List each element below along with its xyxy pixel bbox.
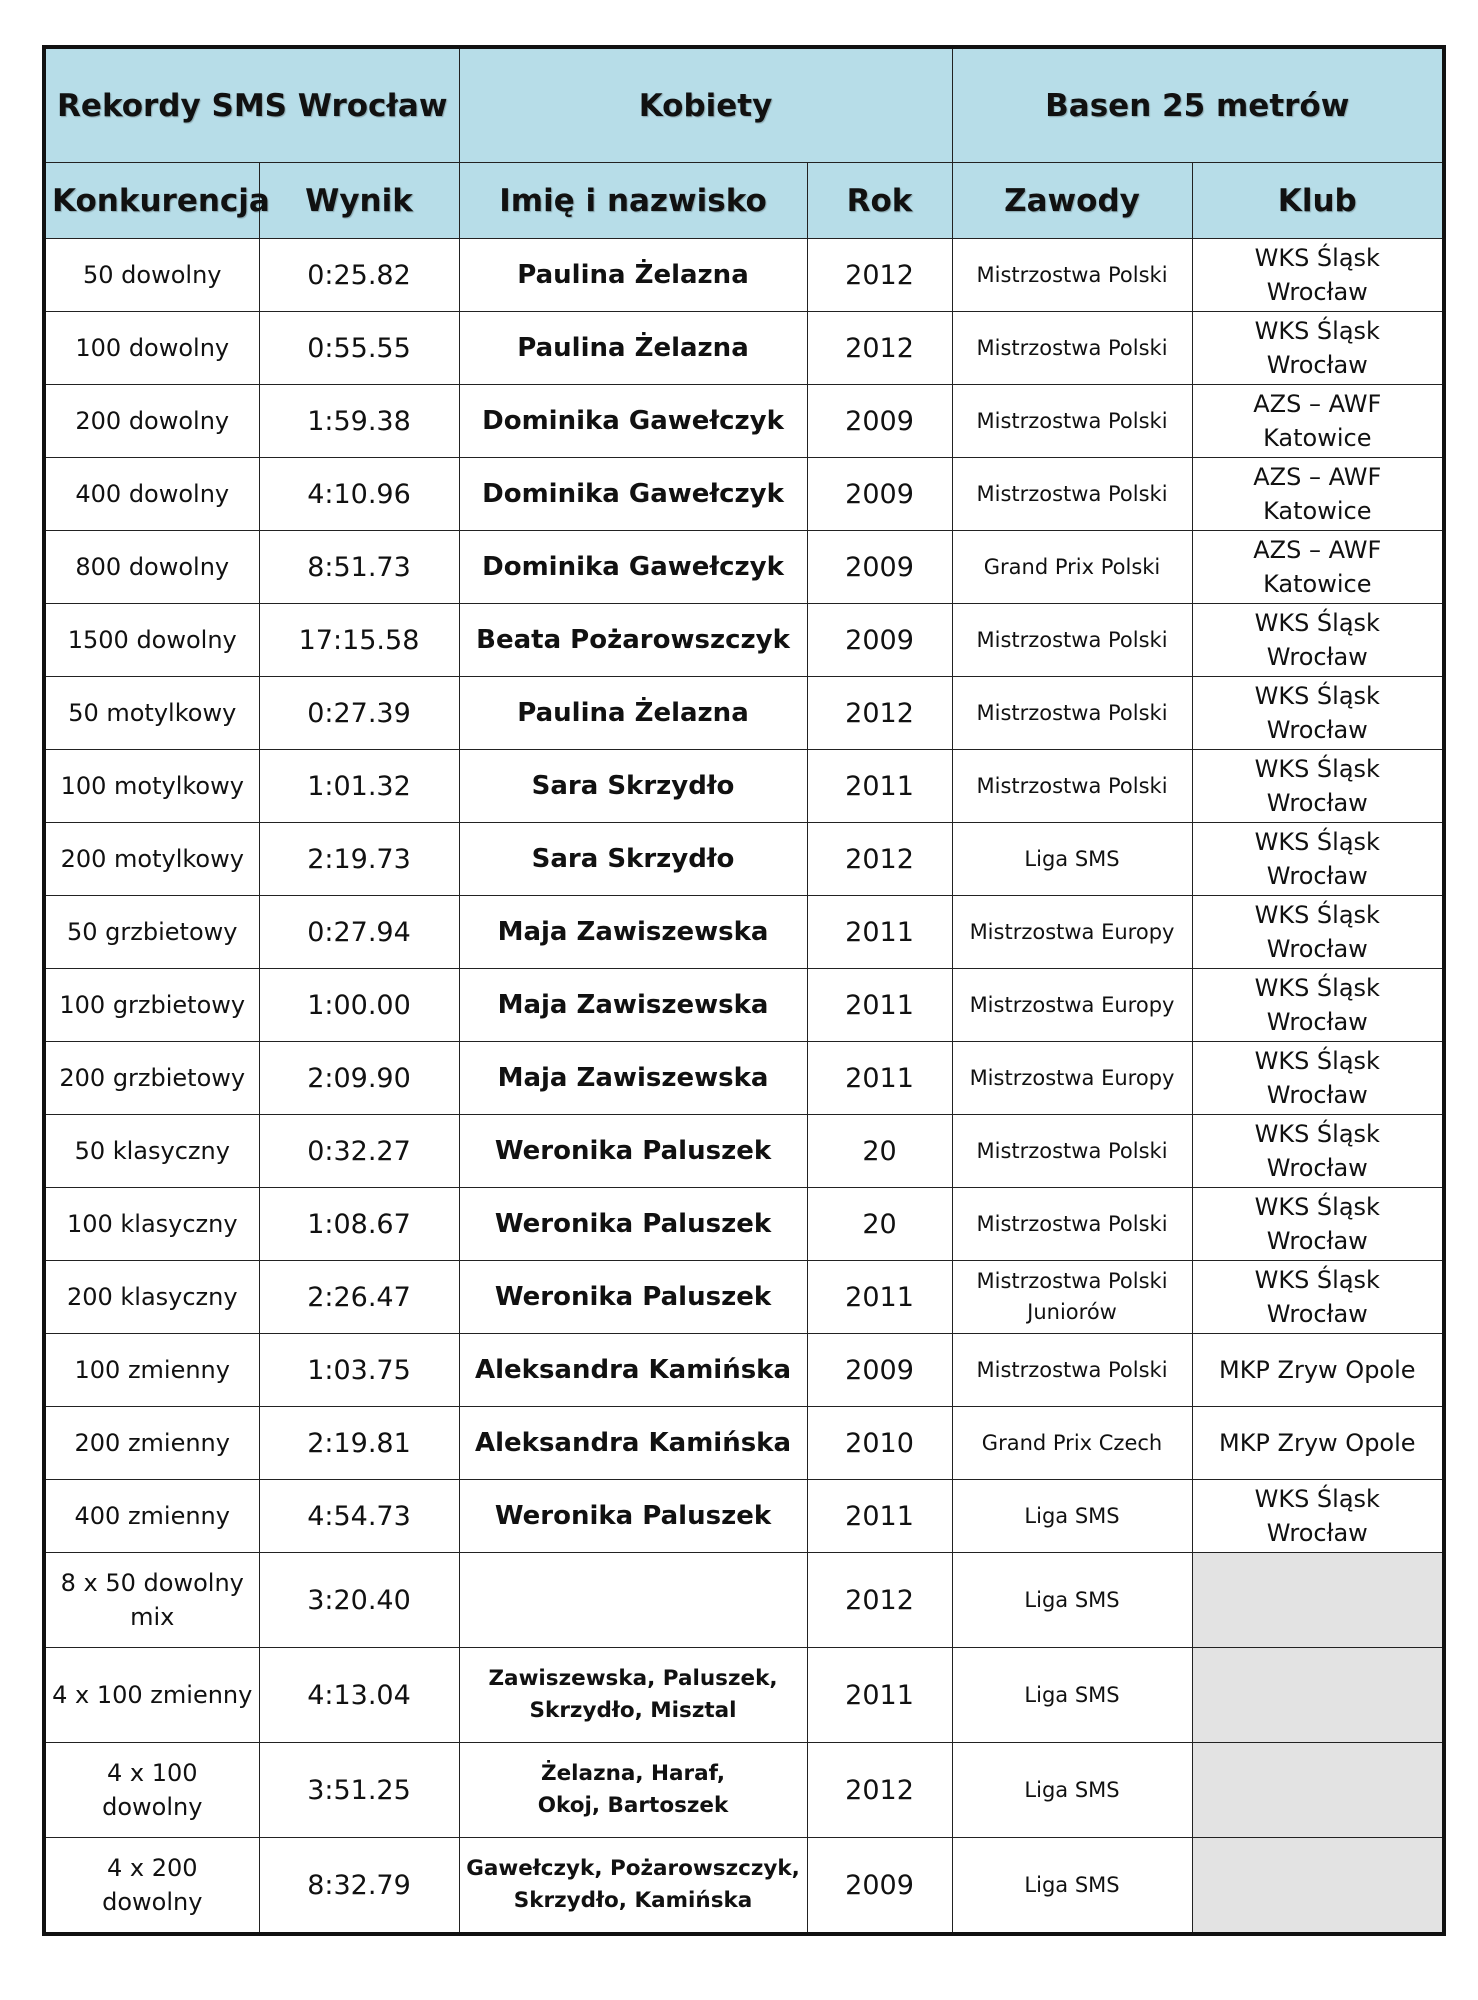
table-row xyxy=(44,823,1444,896)
event-cell: 8 x 50 dowolny mix xyxy=(44,1553,259,1648)
records-body xyxy=(44,239,1444,1935)
event-cell: 4 x 200 dowolny xyxy=(44,1838,259,1935)
event-cell: 50 dowolny xyxy=(44,239,259,312)
year-cell: 2009 xyxy=(807,385,952,458)
sheet-title: Rekordy SMS Wrocław xyxy=(44,47,459,163)
meet-cell: Liga SMS xyxy=(952,1553,1192,1648)
meet-cell: Liga SMS xyxy=(952,1838,1192,1935)
event-cell: 50 klasyczny xyxy=(44,1115,259,1188)
club-cell: MKP Zryw Opole xyxy=(1192,1334,1444,1407)
swimmer-name-cell: Weronika Paluszek xyxy=(459,1261,807,1334)
event-cell: 200 klasyczny xyxy=(44,1261,259,1334)
event-cell: 1500 dowolny xyxy=(44,604,259,677)
club-cell: WKS Śląsk Wrocław xyxy=(1192,312,1444,385)
result-cell: 0:27.94 xyxy=(259,896,459,969)
table-row xyxy=(44,1261,1444,1334)
club-cell: WKS Śląsk Wrocław xyxy=(1192,823,1444,896)
table-row xyxy=(44,458,1444,531)
table-row xyxy=(44,750,1444,823)
title-row xyxy=(44,47,1444,163)
swimmer-name-cell: Paulina Żelazna xyxy=(459,312,807,385)
result-cell: 1:08.67 xyxy=(259,1188,459,1261)
event-cell: 200 motylkowy xyxy=(44,823,259,896)
year-cell: 20 xyxy=(807,1188,952,1261)
meet-cell: Mistrzostwa Polski xyxy=(952,1334,1192,1407)
table-row xyxy=(44,239,1444,312)
swimmer-name-cell: Maja Zawiszewska xyxy=(459,1042,807,1115)
result-cell: 3:20.40 xyxy=(259,1553,459,1648)
swimmer-name-cell: Sara Skrzydło xyxy=(459,750,807,823)
table-row xyxy=(44,385,1444,458)
year-cell: 2012 xyxy=(807,677,952,750)
event-cell: 100 grzbietowy xyxy=(44,969,259,1042)
category-title: Kobiety xyxy=(459,47,952,163)
result-cell: 0:25.82 xyxy=(259,239,459,312)
table-row xyxy=(44,677,1444,750)
club-cell: AZS – AWF Katowice xyxy=(1192,385,1444,458)
club-cell: WKS Śląsk Wrocław xyxy=(1192,1188,1444,1261)
event-cell: 100 dowolny xyxy=(44,312,259,385)
event-cell: 800 dowolny xyxy=(44,531,259,604)
pool-title: Basen 25 metrów xyxy=(952,47,1444,163)
table-row xyxy=(44,1407,1444,1480)
meet-cell: Mistrzostwa Polski xyxy=(952,1115,1192,1188)
result-cell: 2:19.73 xyxy=(259,823,459,896)
result-cell: 8:51.73 xyxy=(259,531,459,604)
relay-row xyxy=(44,1648,1444,1743)
column-header-meet: Zawody xyxy=(952,163,1192,239)
result-cell: 4:13.04 xyxy=(259,1648,459,1743)
column-header-result: Wynik xyxy=(259,163,459,239)
club-cell: WKS Śląsk Wrocław xyxy=(1192,604,1444,677)
table-row xyxy=(44,1115,1444,1188)
result-cell: 2:19.81 xyxy=(259,1407,459,1480)
relay-row xyxy=(44,1743,1444,1838)
event-cell: 100 motylkowy xyxy=(44,750,259,823)
event-cell: 100 klasyczny xyxy=(44,1188,259,1261)
result-cell: 2:26.47 xyxy=(259,1261,459,1334)
column-header-name: Imię i nazwisko xyxy=(459,163,807,239)
table-row xyxy=(44,896,1444,969)
meet-cell: Mistrzostwa Polski xyxy=(952,312,1192,385)
swimmer-name-cell: Beata Pożarowszczyk xyxy=(459,604,807,677)
table-row xyxy=(44,312,1444,385)
year-cell: 2009 xyxy=(807,1334,952,1407)
club-cell-empty xyxy=(1192,1648,1444,1743)
swimmer-name-cell: Dominika Gawełczyk xyxy=(459,385,807,458)
column-header-event: Konkurencja xyxy=(44,163,259,239)
relay-row xyxy=(44,1553,1444,1648)
meet-cell: Mistrzostwa Europy xyxy=(952,969,1192,1042)
meet-cell: Mistrzostwa Polski xyxy=(952,385,1192,458)
swimmer-name-cell: Paulina Żelazna xyxy=(459,239,807,312)
club-cell: WKS Śląsk Wrocław xyxy=(1192,750,1444,823)
club-cell: WKS Śląsk Wrocław xyxy=(1192,1042,1444,1115)
table-row xyxy=(44,1188,1444,1261)
swimmer-name-cell: Aleksandra Kamińska xyxy=(459,1407,807,1480)
club-cell: WKS Śląsk Wrocław xyxy=(1192,677,1444,750)
relay-team-cell: Zawiszewska, Paluszek, Skrzydło, Misztal xyxy=(459,1648,807,1743)
result-cell: 8:32.79 xyxy=(259,1838,459,1935)
result-cell: 0:32.27 xyxy=(259,1115,459,1188)
event-cell: 400 zmienny xyxy=(44,1480,259,1553)
club-cell: WKS Śląsk Wrocław xyxy=(1192,1261,1444,1334)
year-cell: 2012 xyxy=(807,823,952,896)
club-cell: WKS Śląsk Wrocław xyxy=(1192,896,1444,969)
club-cell-empty xyxy=(1192,1743,1444,1838)
result-cell: 0:55.55 xyxy=(259,312,459,385)
event-cell: 400 dowolny xyxy=(44,458,259,531)
event-cell: 200 grzbietowy xyxy=(44,1042,259,1115)
year-cell: 2012 xyxy=(807,239,952,312)
year-cell: 2011 xyxy=(807,1648,952,1743)
result-cell: 1:00.00 xyxy=(259,969,459,1042)
event-cell: 200 dowolny xyxy=(44,385,259,458)
year-cell: 2012 xyxy=(807,1743,952,1838)
club-cell: WKS Śląsk Wrocław xyxy=(1192,1480,1444,1553)
year-cell: 20 xyxy=(807,1115,952,1188)
result-cell: 2:09.90 xyxy=(259,1042,459,1115)
swimmer-name-cell: Dominika Gawełczyk xyxy=(459,458,807,531)
table-row xyxy=(44,531,1444,604)
club-cell: MKP Zryw Opole xyxy=(1192,1407,1444,1480)
year-cell: 2011 xyxy=(807,896,952,969)
swimmer-name-cell: Weronika Paluszek xyxy=(459,1480,807,1553)
swimmer-name-cell: Sara Skrzydło xyxy=(459,823,807,896)
event-cell: 4 x 100 dowolny xyxy=(44,1743,259,1838)
swimmer-name-cell: Weronika Paluszek xyxy=(459,1115,807,1188)
club-cell: WKS Śląsk Wrocław xyxy=(1192,1115,1444,1188)
relay-row xyxy=(44,1838,1444,1935)
result-cell: 0:27.39 xyxy=(259,677,459,750)
meet-cell: Mistrzostwa Europy xyxy=(952,1042,1192,1115)
table-row xyxy=(44,969,1444,1042)
meet-cell: Mistrzostwa Polski Juniorów xyxy=(952,1261,1192,1334)
club-cell: WKS Śląsk Wrocław xyxy=(1192,239,1444,312)
table-row xyxy=(44,1334,1444,1407)
relay-team-cell: Gawełczyk, Pożarowszczyk, Skrzydło, Kamińska xyxy=(459,1838,807,1935)
meet-cell: Mistrzostwa Polski xyxy=(952,677,1192,750)
swimmer-name-cell: Dominika Gawełczyk xyxy=(459,531,807,604)
meet-cell: Mistrzostwa Europy xyxy=(952,896,1192,969)
year-cell: 2010 xyxy=(807,1407,952,1480)
event-cell: 50 motylkowy xyxy=(44,677,259,750)
event-cell: 50 grzbietowy xyxy=(44,896,259,969)
swimmer-name-cell: Maja Zawiszewska xyxy=(459,969,807,1042)
club-cell: AZS – AWF Katowice xyxy=(1192,531,1444,604)
column-header-year: Rok xyxy=(807,163,952,239)
club-cell-empty xyxy=(1192,1553,1444,1648)
swimmer-name-cell: Paulina Żelazna xyxy=(459,677,807,750)
meet-cell: Grand Prix Polski xyxy=(952,531,1192,604)
table-row xyxy=(44,1042,1444,1115)
year-cell: 2011 xyxy=(807,1042,952,1115)
meet-cell: Mistrzostwa Polski xyxy=(952,239,1192,312)
meet-cell: Liga SMS xyxy=(952,1648,1192,1743)
meet-cell: Mistrzostwa Polski xyxy=(952,458,1192,531)
column-header-club: Klub xyxy=(1192,163,1444,239)
relay-team-cell xyxy=(459,1553,807,1648)
relay-team-cell: Żelazna, Haraf, Okoj, Bartoszek xyxy=(459,1743,807,1838)
event-cell: 100 zmienny xyxy=(44,1334,259,1407)
meet-cell: Liga SMS xyxy=(952,1743,1192,1838)
meet-cell: Mistrzostwa Polski xyxy=(952,604,1192,677)
result-cell: 4:10.96 xyxy=(259,458,459,531)
club-cell: AZS – AWF Katowice xyxy=(1192,458,1444,531)
meet-cell: Grand Prix Czech xyxy=(952,1407,1192,1480)
year-cell: 2009 xyxy=(807,1838,952,1935)
records-table xyxy=(42,45,1446,1936)
year-cell: 2011 xyxy=(807,750,952,823)
year-cell: 2011 xyxy=(807,969,952,1042)
result-cell: 17:15.58 xyxy=(259,604,459,677)
table-row xyxy=(44,604,1444,677)
event-cell: 200 zmienny xyxy=(44,1407,259,1480)
club-cell: WKS Śląsk Wrocław xyxy=(1192,969,1444,1042)
year-cell: 2011 xyxy=(807,1480,952,1553)
table-row xyxy=(44,1480,1444,1553)
result-cell: 1:59.38 xyxy=(259,385,459,458)
year-cell: 2012 xyxy=(807,312,952,385)
result-cell: 4:54.73 xyxy=(259,1480,459,1553)
year-cell: 2009 xyxy=(807,531,952,604)
column-header-row xyxy=(44,163,1444,239)
meet-cell: Liga SMS xyxy=(952,1480,1192,1553)
year-cell: 2012 xyxy=(807,1553,952,1648)
result-cell: 1:01.32 xyxy=(259,750,459,823)
records-sheet xyxy=(42,45,1442,1936)
meet-cell: Mistrzostwa Polski xyxy=(952,750,1192,823)
swimmer-name-cell: Aleksandra Kamińska xyxy=(459,1334,807,1407)
meet-cell: Mistrzostwa Polski xyxy=(952,1188,1192,1261)
result-cell: 3:51.25 xyxy=(259,1743,459,1838)
year-cell: 2009 xyxy=(807,604,952,677)
year-cell: 2009 xyxy=(807,458,952,531)
meet-cell: Liga SMS xyxy=(952,823,1192,896)
club-cell-empty xyxy=(1192,1838,1444,1935)
swimmer-name-cell: Weronika Paluszek xyxy=(459,1188,807,1261)
result-cell: 1:03.75 xyxy=(259,1334,459,1407)
swimmer-name-cell: Maja Zawiszewska xyxy=(459,896,807,969)
year-cell: 2011 xyxy=(807,1261,952,1334)
event-cell: 4 x 100 zmienny xyxy=(44,1648,259,1743)
